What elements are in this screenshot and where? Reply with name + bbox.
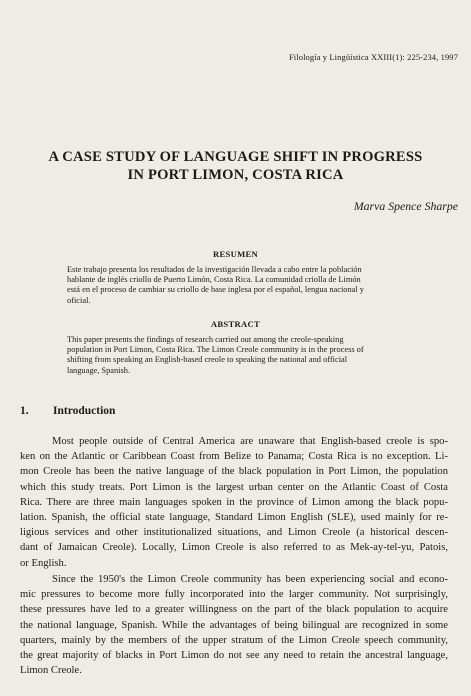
author-name: Marva Spence Sharpe [353,199,458,213]
abstract-line: population in Port Limon, Costa Rica. The Limon Creole community is in the process of [67,345,364,355]
abstract-line: shifting from speaking an English-based creole to speaking the national and official [67,355,348,365]
paragraph-line: the national language, Spanish. While the advantages of being bilingual are recognized in some [20,619,448,631]
resumen-line: oficial. [67,295,91,305]
paragraph-line: the great majority of blacks in Port Limon do not see any need to retain the ancestral language, [20,650,448,662]
paragraph-line: mic pressures to become more fully incorporated into the larger community. Not surprisingly, [20,589,448,601]
resumen-line: está en el proceso de cambiar su criollo de base inglesa por el español, lengua nacional y [67,285,364,295]
paragraph-line: lation. Spanish, the official state language, Standard Limon English (SLE), used mainly for re- [20,512,448,524]
abstract-line: This paper presents the findings of research carried out among the creole-speaking [67,335,344,344]
paragraph-line: ligious services and other institutionalized situations, and Limon Creole (a historical descen- [20,527,448,539]
resumen-heading: RESUMEN [212,249,259,259]
resumen-text [67,265,397,306]
title-line-2: IN PORT LIMON, COSTA RICA [127,167,344,183]
intro-paragraph-1 [20,434,448,571]
abstract-heading: ABSTRACT [210,319,261,329]
paragraph-line: ken on the Atlantic or Caribbean Coast from Belize to Panama; Costa Rica is no exception. Li- [20,451,448,463]
abstract-text [67,335,397,376]
resumen-line: Este trabajo presenta los resultados de la investigación llevada a cabo entre la población [67,265,362,274]
paragraph-line: dant of Jamaican Creole). Locally, Limon Creole is also referred to as Mek-ay-tel-yu, Patois, [20,542,448,554]
paragraph-line: Rica. There are three main languages spoken in the province of Limon among the black popu- [20,496,448,508]
paragraph-line: these pressures have led to a greater willingness on the part of the black population to acquire [20,604,448,616]
journal-reference: Filología y Lingüística XXIII(1): 225-234, 1997 [288,52,458,62]
abstract-line: language, Spanish. [67,365,131,375]
paragraph-line: mon Creole has been the native language of the black population in Port Limon, the population [20,466,448,478]
resumen-line: hablante de inglés criollo de Puerto Limón, Costa Rica. La comunidad criolla de Limón [67,275,361,285]
paragraph-line: which this study treats. Port Limon is the largest urban center on the Atlantic Coast of Costa [20,481,448,493]
title-line-1: A CASE STUDY OF LANGUAGE SHIFT IN PROGRESS [48,149,423,165]
section-heading [20,405,115,417]
section-number: 1. [20,405,29,417]
paragraph-line: Most people outside of Central America are unaware that English-based creole is spo- [52,436,448,447]
paragraph-line: quarters, mainly by the members of the upper stratum of the Limon Creole speech community, [20,634,448,646]
paragraph-line: Since the 1950's the Limon Creole community has been experiencing social and econo- [52,574,448,585]
paragraph-line: or English. [20,557,67,569]
intro-paragraph-2 [20,572,448,678]
paragraph-line: Limon Creole. [20,665,82,677]
section-title: Introduction [53,405,116,417]
article-title [0,148,471,184]
